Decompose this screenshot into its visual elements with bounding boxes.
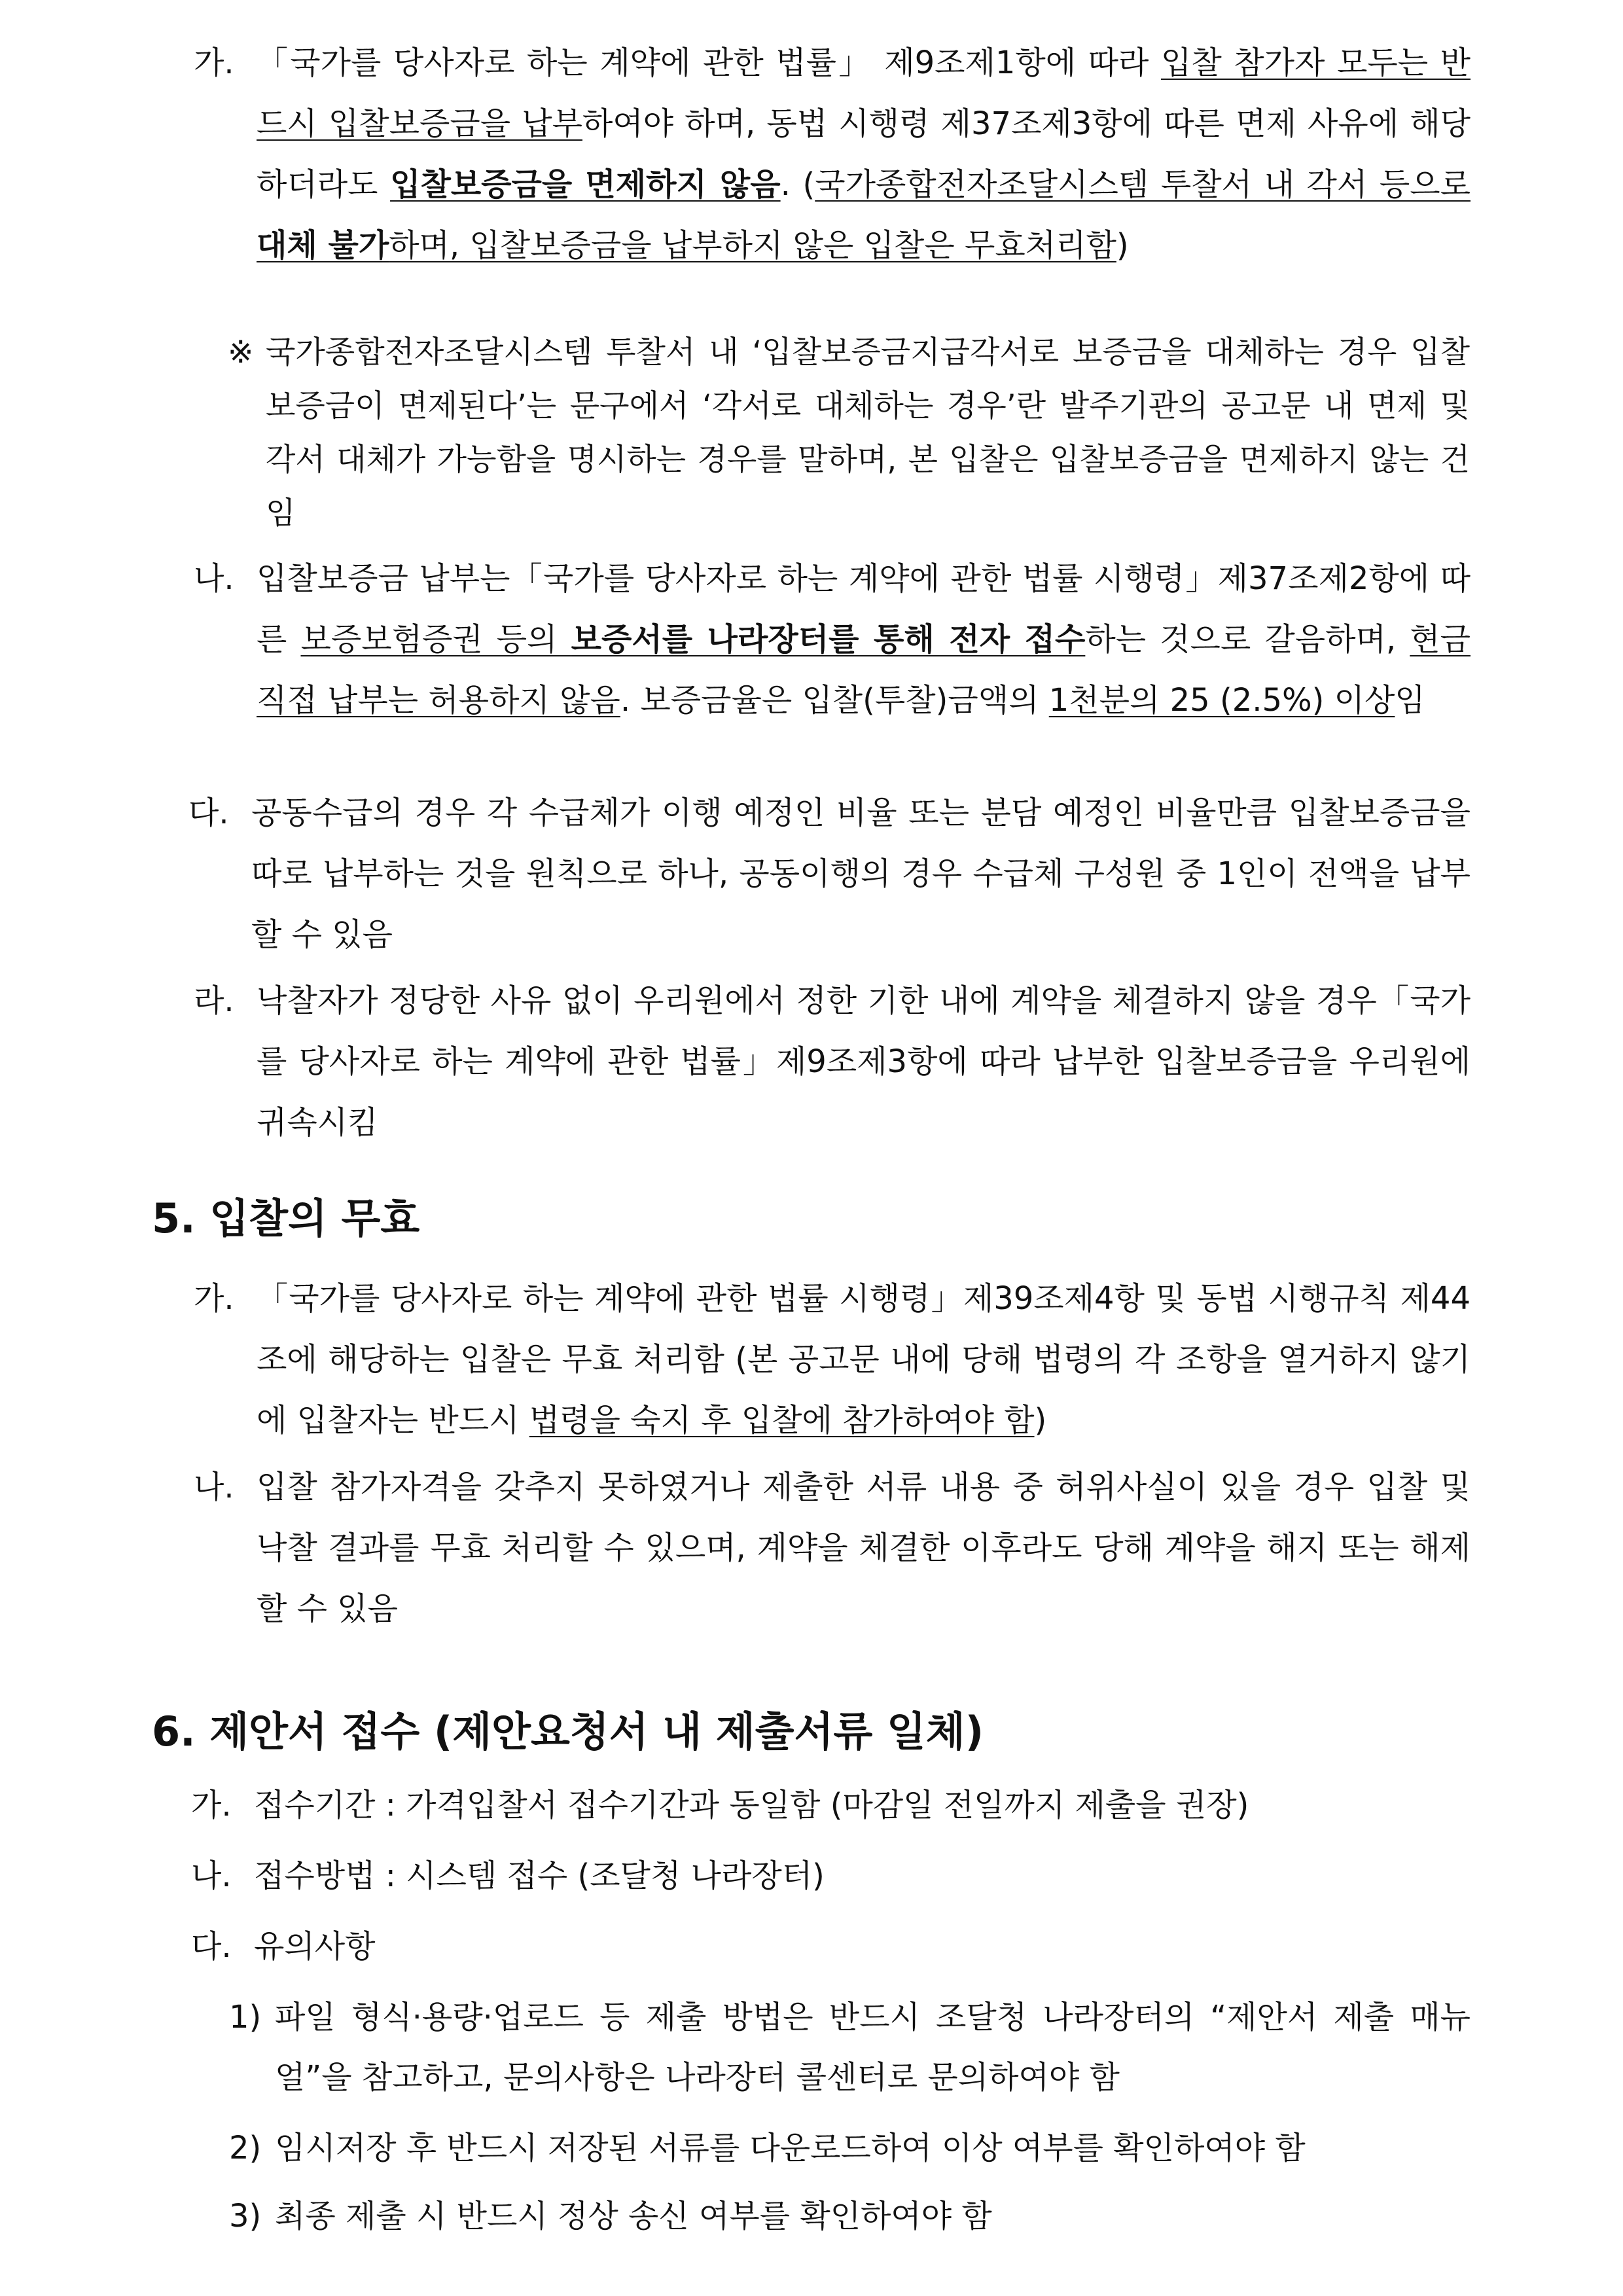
text: ) [1034,1402,1047,1439]
text: ) [1116,227,1129,264]
sub-item-1 [229,1987,1471,2108]
item-na-method [191,1850,1474,1902]
sub-marker: 2) [229,2130,262,2166]
item-marker: 나. [191,1857,232,1894]
text: 입찰보증금 납부는「국가를 당사자로 하는 계약에 관한 법률 시행령」제37조제2항에 따른 [257,560,1471,658]
underlined-text: 현금 직접 납부는 허용하지 않음 [257,621,1471,719]
bold-underlined-text: 보증서를 나라장터를 통해 전자 접수 [571,621,1086,658]
text: 접수방법 : 시스템 접수 (조달청 나라장터) [254,1857,825,1894]
item-na-deposit-payment [194,548,1471,731]
text: 「국가를 당사자로 하는 계약에 관한 법률 시행령」제39조제4항 및 동법 시행규칙 제44조에 해당하는 입찰은 무효 처리함 (본 공고문 내에 당해 법령의 각 조항을 열거하지 않기에 입찰자는 반드시 [257,1280,1471,1439]
item-ga-period [191,1779,1474,1831]
text: 하는 것으로 갈음하며, [1085,621,1410,658]
sub-marker: 1) [229,1999,262,2036]
sub-item-3 [229,2186,1471,2246]
text: 「국가를 당사자로 하는 계약에 관한 법률」 제9조제1항에 따라 [257,45,1161,81]
text: . ( [780,166,815,203]
text: 낙찰자가 정당한 사유 없이 우리원에서 정한 기한 내에 계약을 체결하지 않을 경우「국가를 당사자로 하는 계약에 관한 법률」제9조제3항에 따라 납부한 입찰보증금을 우리원에 귀속시킴 [257,982,1471,1141]
item-ga-bid-deposit [194,33,1471,276]
item-marker: 가. [191,1787,232,1823]
text: 입찰 참가자격을 갖추지 못하였거나 제출한 서류 내용 중 허위사실이 있을 경우 입찰 및 낙찰 결과를 무효 처리할 수 있으며, 계약을 체결한 이후라도 당해 계약을 해지 또는 해제할 수 있음 [257,1469,1471,1627]
underlined-text: 보증보험증권 등의 [300,621,571,658]
text: 하여야 하며, 동법 시행령 제37조제3항에 따른 면제 사유에 해당하더라도 [257,105,1471,203]
item-marker: 나. [194,1469,234,1505]
bold-underlined-text: 입찰보증금을 면제하지 않음 [390,166,781,203]
text: 접수기간 : 가격입찰서 접수기간과 동일함 (마감일 전일까지 제출을 권장) [254,1787,1249,1823]
text: 임 [1395,682,1425,719]
item-da-joint-supply [188,783,1471,965]
bold-underlined-text: 대체 불가 [257,227,389,264]
underlined-text: 1천분의 25 (2.5%) 이상 [1048,682,1395,719]
item-ra-forfeit [194,971,1471,1153]
text: 유의사항 [254,1928,376,1965]
item-marker: 다. [188,795,229,831]
item-marker: 나. [194,560,234,597]
sub-item-2 [229,2118,1471,2178]
section-heading-invalid-bid: 5. 입찰의 무효 [152,1194,420,1242]
section-heading-proposal-submission: 6. 제안서 접수 (제안요청서 내 제출서류 일체) [152,1708,984,1755]
text: 임시저장 후 반드시 저장된 서류를 다운로드하여 이상 여부를 확인하여야 함 [275,2130,1306,2166]
underlined-text: 하며, 입찰보증금을 납부하지 않은 입찰은 무효처리함 [389,227,1116,264]
item-na-false-docs [194,1457,1471,1640]
item-marker: 라. [194,982,234,1019]
note-guarantee-memo [228,326,1470,541]
underlined-text: 입찰 참가자 모두는 반드시 입찰보증금을 납부 [257,45,1471,142]
text: 파일 형식·용량·업로드 등 제출 방법은 반드시 조달청 나라장터의 “제안서 제출 매뉴얼”을 참고하고, 문의사항은 나라장터 콜센터로 문의하여야 함 [275,1999,1471,2096]
underlined-text: 국가종합전자조달시스템 투찰서 내 각서 등으로 [815,166,1471,203]
text: 공동수급의 경우 각 수급체가 이행 예정인 비율 또는 분담 예정인 비율만큼 입찰보증금을 따로 납부하는 것을 원칙으로 하나, 공동이행의 경우 수급체 구성원 중 1인이 전액을 납부할 수 있음 [251,795,1471,953]
text: 최종 제출 시 반드시 정상 송신 여부를 확인하여야 함 [275,2198,992,2234]
note-marker: ※ [228,334,254,370]
text: . 보증금율은 입찰(투찰)금액의 [620,682,1049,719]
underlined-text: 법령을 숙지 후 입찰에 참가하여야 함 [529,1402,1035,1439]
item-marker: 다. [191,1928,232,1965]
item-da-notes [191,1920,1474,1973]
item-marker: 가. [194,1280,234,1317]
item-ga-invalid-law [194,1268,1471,1451]
sub-marker: 3) [229,2198,262,2234]
note-text: 국가종합전자조달시스템 투찰서 내 ‘입찰보증금지급각서로 보증금을 대체하는 경우 입찰보증금이 면제된다’는 문구에서 ‘각서로 대체하는 경우’란 발주기관의 공고문 내 면제 및 각서 대체가 가능함을 명시하는 경우를 말하며, 본 입찰은 입찰보증금을 면제하지 않는 건임 [266,334,1470,531]
item-marker: 가. [194,45,234,81]
